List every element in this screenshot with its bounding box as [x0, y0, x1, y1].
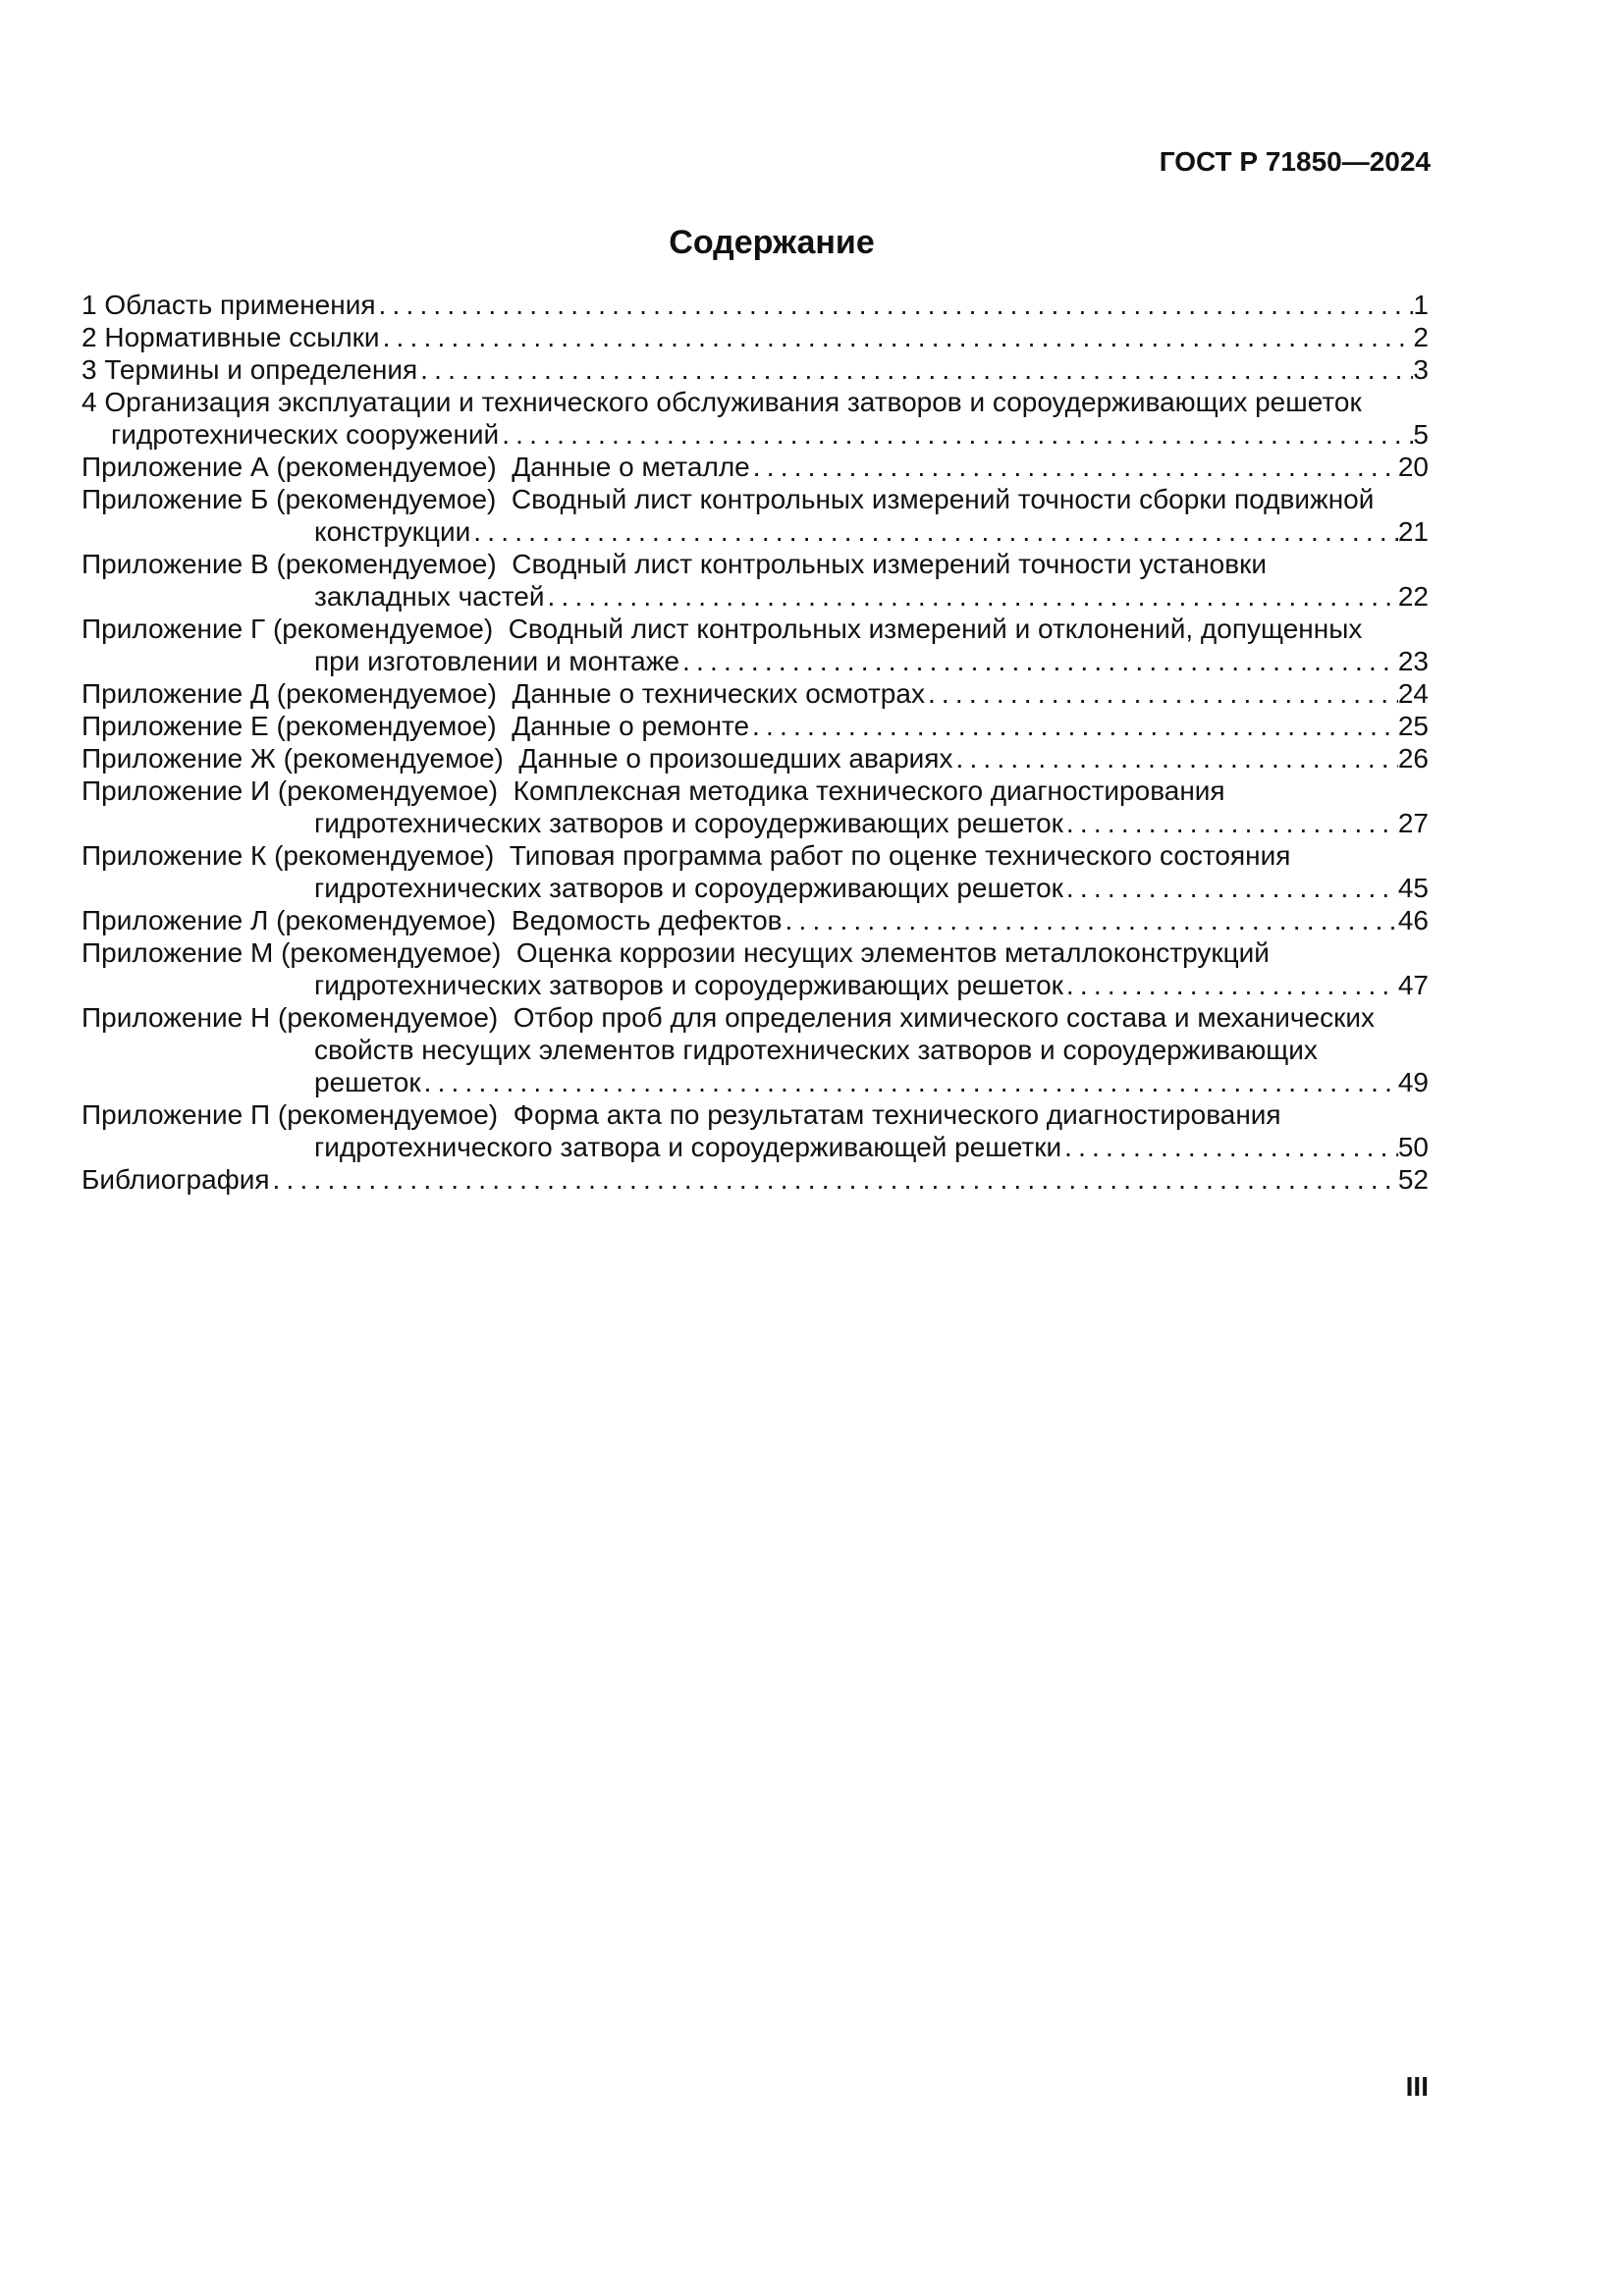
toc-entry-line: [81, 321, 1429, 353]
toc-line-text: Приложение Г (рекомендуемое) Сводный лист контрольных измерений и отклонений, допущенных: [81, 614, 1363, 644]
toc-line-text: Приложение Е (рекомендуемое) Данные о ремонте: [81, 711, 750, 741]
toc-entry-line: [81, 1034, 1429, 1066]
toc-line-text: Приложение Ж (рекомендуемое) Данные о произошедших авариях: [81, 743, 953, 774]
toc-line-text: Приложение П (рекомендуемое) Форма акта по результатам технического диагностирования: [81, 1099, 1281, 1130]
toc-page-number: 2: [1413, 322, 1429, 352]
toc-entry-line: [81, 548, 1429, 580]
toc-page-number: 47: [1397, 970, 1429, 1000]
toc-line-text: Приложение М (рекомендуемое) Оценка коррозии несущих элементов металлоконструкций: [81, 937, 1270, 968]
dot-leader: [421, 1066, 1398, 1098]
toc-line-text: 1 Область применения: [81, 290, 376, 320]
toc-entry-line: [81, 872, 1429, 904]
doc-number: ГОСТ Р 71850—2024: [1159, 146, 1431, 177]
toc-entry-line: [81, 1098, 1429, 1131]
toc-line-text: гидротехнических затворов и сороудерживающих решеток: [314, 873, 1063, 903]
toc-line-text: конструкции: [314, 516, 471, 547]
dot-leader: [380, 321, 1414, 353]
toc-line-text: Приложение И (рекомендуемое) Комплексная методика технического диагностирования: [81, 775, 1225, 806]
dot-leader: [750, 451, 1398, 483]
toc-page-number: 26: [1397, 743, 1429, 774]
toc-entry-line: [81, 515, 1429, 548]
toc-page-number: 21: [1397, 516, 1429, 547]
toc-entry-line: [81, 1131, 1429, 1163]
table-of-contents: [81, 289, 1429, 1196]
toc-line-text: при изготовлении и монтаже: [314, 646, 680, 676]
dot-leader: [1063, 969, 1398, 1001]
toc-page-number: 45: [1397, 873, 1429, 903]
toc-entry-line: [81, 839, 1429, 872]
toc-page-number: 20: [1397, 452, 1429, 482]
toc-line-text: свойств несущих элементов гидротехнических затворов и сороудерживающих: [314, 1035, 1318, 1065]
dot-leader: [270, 1163, 1398, 1196]
toc-line-text: Приложение Д (рекомендуемое) Данные о технических осмотрах: [81, 678, 925, 709]
toc-line-text: Приложение А (рекомендуемое) Данные о металле: [81, 452, 750, 482]
toc-entry-line: [81, 451, 1429, 483]
toc-entry-line: [81, 710, 1429, 742]
toc-line-text: Приложение Л (рекомендуемое) Ведомость дефектов: [81, 905, 783, 935]
dot-leader: [470, 515, 1398, 548]
toc-page-number: 46: [1397, 905, 1429, 935]
folio-page-number: III: [1405, 2071, 1429, 2102]
toc-entry-line: [81, 742, 1429, 774]
toc-entry-line: [81, 1066, 1429, 1098]
dot-leader: [749, 710, 1398, 742]
toc-entry-line: [81, 418, 1429, 451]
dot-leader: [1063, 807, 1398, 839]
toc-entry-line: [81, 677, 1429, 710]
toc-entry-line: [81, 774, 1429, 807]
toc-entry-line: [81, 1001, 1429, 1034]
toc-page-number: 49: [1397, 1067, 1429, 1097]
toc-line-text: Приложение Н (рекомендуемое) Отбор проб для определения химического состава и механических: [81, 1002, 1375, 1033]
toc-entry-line: [81, 483, 1429, 515]
toc-line-text: Библиография: [81, 1164, 270, 1195]
toc-page-number: 50: [1397, 1132, 1429, 1162]
toc-page-number: 5: [1413, 419, 1429, 450]
toc-line-text: гидротехнических затворов и сороудерживающих решеток: [314, 970, 1063, 1000]
toc-entry-line: [81, 969, 1429, 1001]
toc-entry-line: [81, 386, 1429, 418]
toc-line-text: 3 Термины и определения: [81, 354, 418, 385]
dot-leader: [679, 645, 1398, 677]
toc-page-number: 25: [1397, 711, 1429, 741]
dot-leader: [925, 677, 1398, 710]
page-title: Содержание: [669, 224, 875, 261]
toc-entry-line: [81, 807, 1429, 839]
toc-line-text: гидротехнических сооружений: [111, 419, 500, 450]
toc-page-number: 52: [1397, 1164, 1429, 1195]
dot-leader: [1061, 1131, 1398, 1163]
toc-entry-line: [81, 1163, 1429, 1196]
toc-line-text: закладных частей: [314, 581, 545, 612]
toc-entry-line: [81, 904, 1429, 936]
toc-entry-line: [81, 580, 1429, 613]
toc-line-text: Приложение Б (рекомендуемое) Сводный лист контрольных измерений точности сборки подвижной: [81, 484, 1375, 514]
toc-entry-line: [81, 613, 1429, 645]
toc-line-text: Приложение К (рекомендуемое) Типовая программа работ по оценке технического состояния: [81, 840, 1291, 871]
toc-line-text: гидротехнических затворов и сороудерживающих решеток: [314, 808, 1063, 838]
toc-line-text: Приложение В (рекомендуемое) Сводный лист контрольных измерений точности установки: [81, 549, 1268, 579]
dot-leader: [417, 353, 1413, 386]
dot-leader: [499, 418, 1413, 451]
toc-line-text: 4 Организация эксплуатации и технического обслуживания затворов и сороудерживающих решеток: [81, 387, 1362, 417]
dot-leader: [1063, 872, 1398, 904]
dot-leader: [544, 580, 1397, 613]
toc-page-number: 1: [1413, 290, 1429, 320]
toc-entry-line: [81, 645, 1429, 677]
dot-leader: [376, 289, 1414, 321]
toc-entry-line: [81, 936, 1429, 969]
toc-page-number: 22: [1397, 581, 1429, 612]
toc-page-number: 24: [1397, 678, 1429, 709]
toc-page-number: 23: [1397, 646, 1429, 676]
toc-page-number: 27: [1397, 808, 1429, 838]
toc-line-text: решеток: [314, 1067, 421, 1097]
toc-page-number: 3: [1413, 354, 1429, 385]
toc-entry-line: [81, 289, 1429, 321]
toc-line-text: 2 Нормативные ссылки: [81, 322, 380, 352]
toc-entry-line: [81, 353, 1429, 386]
dot-leader: [783, 904, 1398, 936]
toc-line-text: гидротехнического затвора и сороудерживающей решетки: [314, 1132, 1062, 1162]
dot-leader: [952, 742, 1397, 774]
